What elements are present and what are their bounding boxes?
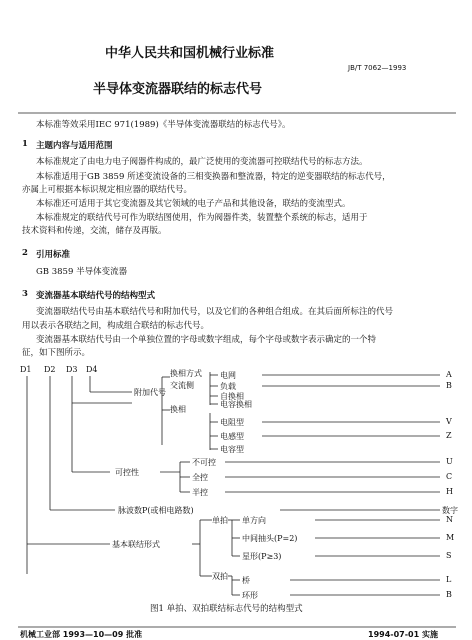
ctrl-item-3: 半控 bbox=[192, 488, 208, 497]
label-controllable: 可控性 bbox=[115, 468, 139, 477]
code-l: L bbox=[446, 575, 452, 584]
reactor-item-3: 电容型 bbox=[220, 445, 244, 454]
s3-para-1a: 变流器联结代号由基本联结代号和附加代号，以及它们的各种组合组成。在其后面所标注的代号 bbox=[36, 307, 394, 317]
figure-caption: 图1 单拍、双拍联结标志代号的结构型式 bbox=[150, 604, 303, 614]
code-z: Z bbox=[446, 431, 452, 440]
s1-para-2b: 亦属上可根据本标识规定相应器的联结代号。 bbox=[22, 185, 193, 195]
ctrl-item-1: 不可控 bbox=[192, 458, 216, 467]
code-b2: B bbox=[446, 590, 452, 599]
footer-effective: 1994-07-01 实施 bbox=[368, 630, 438, 639]
commut-item-4: 电容换相 bbox=[220, 400, 252, 409]
reactor-item-1: 电阻型 bbox=[220, 418, 244, 427]
code-u: U bbox=[446, 457, 453, 466]
label-commutation: 换相 bbox=[170, 405, 186, 414]
s1-para-4b: 技术资料和传递，交流，储存及再版。 bbox=[22, 226, 167, 236]
code-d1: D1 bbox=[20, 365, 32, 374]
intro-text: 本标准等效采用IEC 971(1989)《半导体变流器联结的标志代号》。 bbox=[36, 120, 291, 130]
label-ac-side: 交流侧 bbox=[170, 381, 194, 390]
label-pulse: 脉波数P(或相电路数) bbox=[118, 506, 194, 515]
code-m: M bbox=[446, 533, 455, 542]
code-d4: D4 bbox=[86, 365, 98, 374]
single-item-3: 星形(P≥3) bbox=[242, 552, 282, 561]
commut-item-2: 负载 bbox=[220, 382, 236, 391]
single-item-2: 中间抽头(P=2) bbox=[242, 534, 298, 543]
code-a: A bbox=[446, 370, 452, 379]
s1-para-1: 本标准规定了由电力电子阀器件构成的，最广泛使用的变流器可控联结代号的标志方法。 bbox=[36, 157, 368, 167]
label-double: 双拍 bbox=[212, 572, 228, 581]
double-item-2: 环形 bbox=[242, 591, 258, 600]
s1-para-3: 本标准还可适用于其它变流器及其它领域的电子产品和其他设备，联结的变流型式。 bbox=[36, 199, 351, 209]
code-d2: D2 bbox=[44, 365, 56, 374]
s3-para-2b: 征，如下图所示。 bbox=[22, 348, 91, 358]
code-c: C bbox=[446, 472, 453, 481]
code-s: S bbox=[446, 551, 452, 560]
label-additional: 附加代号 bbox=[134, 388, 166, 397]
standard-code: JB/T 7062—1993 bbox=[348, 64, 407, 72]
s2-para-1: GB 3859 半导体变流器 bbox=[36, 267, 128, 277]
code-v: V bbox=[446, 417, 452, 426]
s1-para-4a: 本标准规定的联结代号可作为联结图使用，作为阀器件类，装置整个系统的标志，适用于 bbox=[36, 213, 368, 223]
document-title: 半导体变流器联结的标志代号 bbox=[93, 82, 263, 97]
s3-para-1b: 用以表示各联结之间，构成组合联结的标志代号。 bbox=[22, 321, 210, 331]
section-3-title: 变流器基本联结代号的结构型式 bbox=[36, 291, 156, 301]
code-d3: D3 bbox=[66, 365, 78, 374]
section-1-num: 1 bbox=[22, 139, 28, 149]
single-item-1: 单方向 bbox=[242, 516, 266, 525]
label-single: 单拍 bbox=[212, 516, 228, 525]
pulse-code: 数字 bbox=[442, 506, 458, 515]
footer-approved: 机械工业部 1993—10—09 批准 bbox=[20, 630, 143, 639]
section-2-title: 引用标准 bbox=[36, 250, 71, 260]
code-h: H bbox=[446, 487, 453, 496]
s3-para-2a: 变流器基本联结代号由一个单独位置的字母或数字组成，每个字母或数字表示确定的一个特 bbox=[36, 335, 377, 345]
code-n: N bbox=[446, 515, 453, 524]
section-1-title: 主题内容与适用范围 bbox=[36, 141, 113, 151]
code-b: B bbox=[446, 381, 452, 390]
label-basic-form: 基本联结形式 bbox=[112, 540, 160, 549]
section-2-num: 2 bbox=[22, 248, 28, 258]
section-3-num: 3 bbox=[22, 289, 28, 299]
s1-para-2a: 本标准适用于GB 3859 所述变流设备的三相变换器和整流器，特定的逆变器联结的标志代号， bbox=[36, 172, 391, 182]
double-item-1: 桥 bbox=[242, 576, 250, 585]
label-conn-type: 换相方式 bbox=[170, 369, 202, 378]
commut-item-3: 自换相 bbox=[220, 392, 244, 401]
ctrl-item-2: 全控 bbox=[192, 473, 208, 482]
org-title: 中华人民共和国机械行业标准 bbox=[105, 46, 275, 61]
reactor-item-2: 电感型 bbox=[220, 432, 244, 441]
commut-item-1: 电网 bbox=[220, 371, 236, 380]
